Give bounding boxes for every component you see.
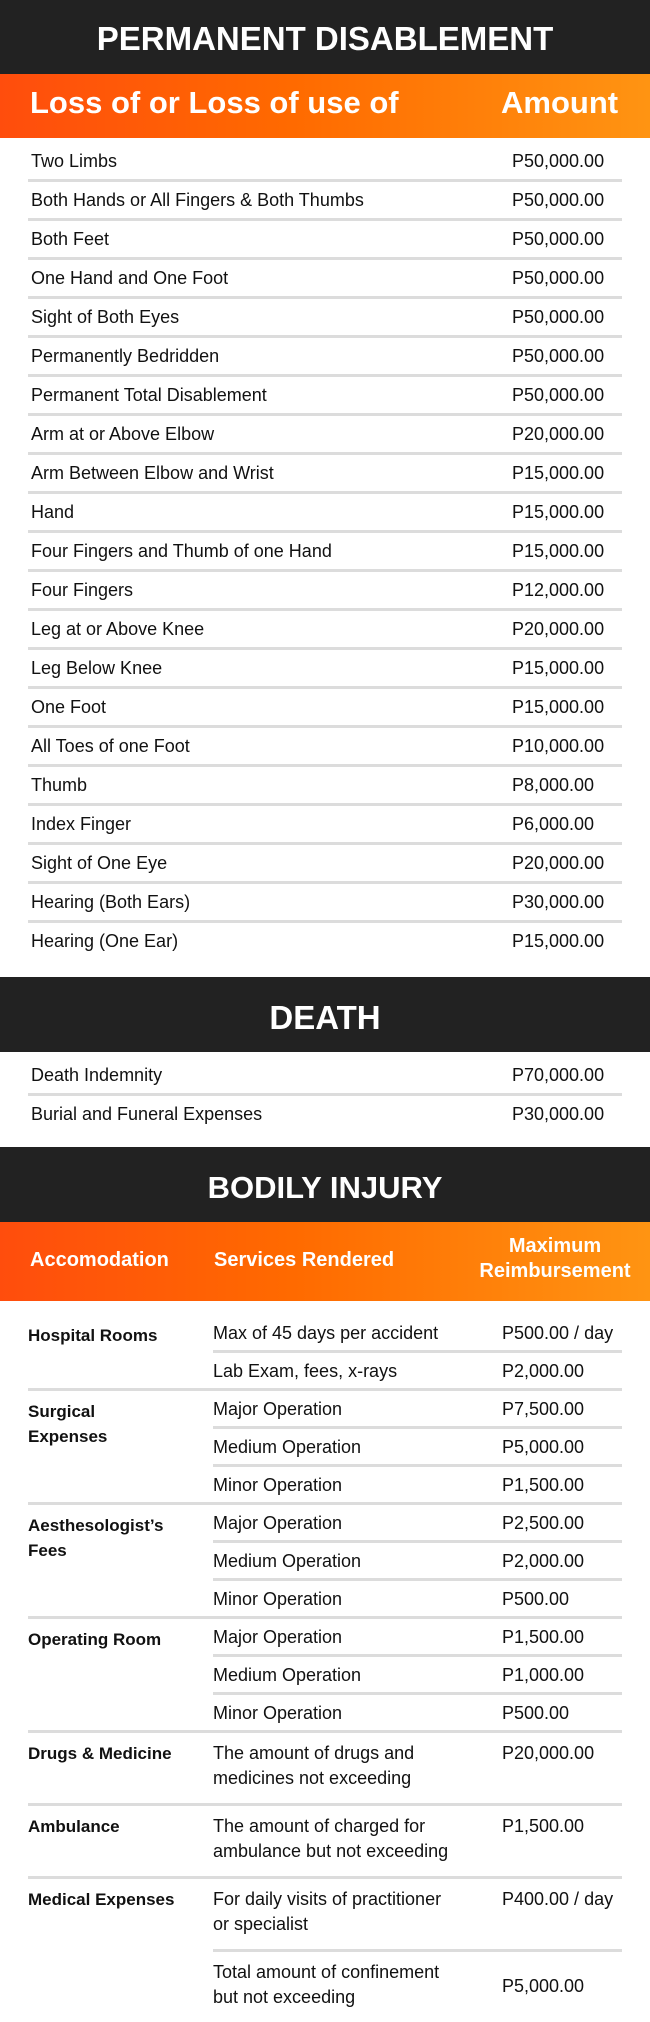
row-amount: P30,000.00 (512, 891, 605, 912)
service-row (213, 1695, 622, 1730)
row-label: Leg at or Above Knee (31, 618, 205, 639)
table-row (28, 767, 622, 806)
row-amount: P20,000.00 (512, 852, 605, 873)
accomodation-name-line2: Expenses (28, 1427, 108, 1446)
max-header-line2: Reimbursement (479, 1260, 631, 1282)
row-amount: P70,000.00 (512, 1064, 605, 1085)
row-label: Permanent Total Disablement (31, 384, 267, 405)
row-amount: P15,000.00 (512, 462, 605, 483)
service-row (213, 1619, 622, 1657)
service-amount: P1,500.00 (502, 1475, 585, 1495)
row-amount: P50,000.00 (512, 384, 605, 405)
accomodation-name-line1: Operating Room (28, 1630, 162, 1649)
table-row (28, 416, 622, 455)
row-amount: P50,000.00 (512, 267, 605, 288)
service-text: Minor Operation (213, 1475, 343, 1495)
service-text (213, 1806, 502, 1876)
service-text: Minor Operation (213, 1703, 343, 1723)
death-table (0, 1052, 650, 1147)
max-reimbursement-column-header (470, 1234, 640, 1284)
table-row (28, 533, 622, 572)
table-row (28, 806, 622, 845)
table-row (28, 182, 622, 221)
services-column-header: Services Rendered (214, 1249, 395, 1271)
service-amount: P2,000.00 (502, 1361, 585, 1381)
accomodation-name (28, 1733, 213, 1803)
row-amount: P15,000.00 (512, 930, 605, 951)
accomodation-name-line1: Medical Expenses (28, 1890, 175, 1909)
permanent-disablement-title: PERMANENT DISABLEMENT (0, 0, 650, 74)
table-row (28, 650, 622, 689)
service-row (213, 1353, 622, 1388)
service-text-line2: but not exceeding (213, 1987, 356, 2007)
service-text-line1: For daily visits of practitioner (213, 1889, 442, 1909)
service-amount: P1,500.00 (502, 1627, 585, 1647)
accomodation-name (28, 1806, 213, 1876)
row-label: Burial and Funeral Expenses (31, 1103, 263, 1124)
row-amount: P50,000.00 (512, 345, 605, 366)
row-label: Four Fingers (31, 579, 134, 600)
table-row (28, 455, 622, 494)
accomodation-column-header: Accomodation (30, 1249, 169, 1271)
row-amount: P50,000.00 (512, 306, 605, 327)
row-label: Arm at or Above Elbow (31, 423, 215, 444)
row-amount: P20,000.00 (512, 618, 605, 639)
service-row (213, 1543, 622, 1581)
service-text: Major Operation (213, 1627, 343, 1647)
bodily-injury-title: BODILY INJURY (0, 1147, 650, 1222)
row-amount: P50,000.00 (512, 189, 605, 210)
service-amount: P5,000.00 (502, 1976, 585, 1996)
service-amount: P500.00 (502, 1703, 570, 1723)
service-text-line1: Total amount of confinement (213, 1962, 440, 1982)
row-label: Sight of One Eye (31, 852, 168, 873)
row-label: Permanently Bedridden (31, 345, 220, 366)
row-label: Both Hands or All Fingers & Both Thumbs (31, 189, 364, 210)
loss-column-header: Loss of or Loss of use of (30, 85, 399, 120)
row-label: Both Feet (31, 228, 110, 249)
accomodation-group (28, 1879, 622, 2022)
service-text: Minor Operation (213, 1589, 343, 1609)
service-row (213, 1806, 622, 1876)
permanent-table (0, 138, 650, 977)
table-row (28, 1096, 622, 1132)
service-row (213, 1581, 622, 1616)
row-label: Hand (31, 501, 75, 522)
service-row (213, 1391, 622, 1429)
table-row (28, 377, 622, 416)
table-row (28, 494, 622, 533)
table-row (28, 728, 622, 767)
row-amount: P15,000.00 (512, 696, 605, 717)
row-amount: P15,000.00 (512, 657, 605, 678)
service-row (213, 1429, 622, 1467)
service-row (213, 1505, 622, 1543)
amount-column-header: Amount (501, 85, 619, 120)
table-row (28, 923, 622, 959)
service-text-line2: or specialist (213, 1914, 309, 1934)
table-row (28, 1057, 622, 1096)
accomodation-name-line1: Surgical (28, 1402, 96, 1421)
accomodation-name (28, 1315, 213, 1388)
accomodation-group (28, 1391, 622, 1505)
row-amount: P15,000.00 (512, 540, 605, 561)
service-text: Major Operation (213, 1513, 343, 1533)
table-row (28, 338, 622, 377)
accomodation-name-line1: Hospital Rooms (28, 1326, 158, 1345)
accomodation-name (28, 1391, 213, 1502)
service-row (213, 1467, 622, 1502)
accomodation-group (28, 1806, 622, 1879)
accomodation-name (28, 1879, 213, 2022)
service-amount: P1,000.00 (502, 1665, 585, 1685)
service-text: Medium Operation (213, 1437, 362, 1457)
row-label: Sight of Both Eyes (31, 306, 180, 327)
service-amount: P2,000.00 (502, 1551, 585, 1571)
accomodation-group (28, 1315, 622, 1391)
accomodation-group (28, 1733, 622, 1806)
row-amount: P12,000.00 (512, 579, 605, 600)
accomodation-group (28, 1505, 622, 1619)
service-text (213, 1733, 502, 1803)
row-label: One Hand and One Foot (31, 267, 229, 288)
service-amount: P5,000.00 (502, 1437, 585, 1457)
service-amount: P500.00 / day (502, 1323, 614, 1343)
row-amount: P6,000.00 (512, 813, 595, 834)
row-label: Index Finger (31, 813, 132, 834)
bodily-table-header (0, 1222, 650, 1301)
table-row (28, 143, 622, 182)
death-title: DEATH (0, 977, 650, 1052)
row-amount: P30,000.00 (512, 1103, 605, 1124)
service-row (213, 1879, 622, 1952)
service-row (213, 1733, 622, 1803)
row-label: Four Fingers and Thumb of one Hand (31, 540, 332, 561)
bodily-table (0, 1301, 650, 2022)
service-text-line1: The amount of drugs and (213, 1743, 415, 1763)
service-row (213, 1952, 622, 2022)
service-amount: P2,500.00 (502, 1513, 585, 1533)
service-text: Medium Operation (213, 1665, 362, 1685)
service-amount: P400.00 / day (502, 1889, 614, 1909)
accomodation-name-line2: Fees (28, 1541, 67, 1560)
row-amount: P50,000.00 (512, 228, 605, 249)
table-row (28, 611, 622, 650)
accomodation-name-line1: Ambulance (28, 1817, 120, 1836)
service-text: Lab Exam, fees, x-rays (213, 1361, 398, 1381)
row-label: One Foot (31, 696, 107, 717)
accomodation-group (28, 1619, 622, 1733)
row-amount: P20,000.00 (512, 423, 605, 444)
table-row (28, 299, 622, 338)
row-amount: P50,000.00 (512, 150, 605, 171)
row-label: Arm Between Elbow and Wrist (31, 462, 274, 483)
permanent-table-header (0, 74, 650, 138)
service-text: Max of 45 days per accident (213, 1323, 439, 1343)
service-text (213, 1879, 502, 1949)
row-amount: P10,000.00 (512, 735, 605, 756)
accomodation-name-line1: Aesthesologist’s (28, 1516, 164, 1535)
accomodation-name (28, 1505, 213, 1616)
service-amount: P1,500.00 (502, 1816, 585, 1836)
service-text-line2: ambulance but not exceeding (213, 1841, 449, 1861)
service-text: Medium Operation (213, 1551, 362, 1571)
row-label: Two Limbs (31, 150, 118, 171)
row-label: Hearing (Both Ears) (31, 891, 191, 912)
service-text (213, 1952, 502, 2022)
table-row (28, 845, 622, 884)
max-header-line1: Maximum (508, 1235, 602, 1257)
table-row (28, 260, 622, 299)
service-row (213, 1315, 622, 1353)
service-amount: P500.00 (502, 1589, 570, 1609)
row-amount: P15,000.00 (512, 501, 605, 522)
row-label: Death Indemnity (31, 1064, 163, 1085)
row-label: Hearing (One Ear) (31, 930, 179, 951)
row-label: All Toes of one Foot (31, 735, 190, 756)
service-amount: P7,500.00 (502, 1399, 585, 1419)
row-amount: P8,000.00 (512, 774, 595, 795)
accomodation-name-line1: Drugs & Medicine (28, 1744, 172, 1763)
accomodation-name (28, 1619, 213, 1730)
service-text: Major Operation (213, 1399, 343, 1419)
table-row (28, 572, 622, 611)
table-row (28, 221, 622, 260)
service-text-line2: medicines not exceeding (213, 1768, 412, 1788)
row-label: Leg Below Knee (31, 657, 163, 678)
service-text-line1: The amount of charged for (213, 1816, 426, 1836)
service-amount: P20,000.00 (502, 1743, 595, 1763)
table-row (28, 689, 622, 728)
row-label: Thumb (31, 774, 88, 795)
table-row (28, 884, 622, 923)
service-row (213, 1657, 622, 1695)
